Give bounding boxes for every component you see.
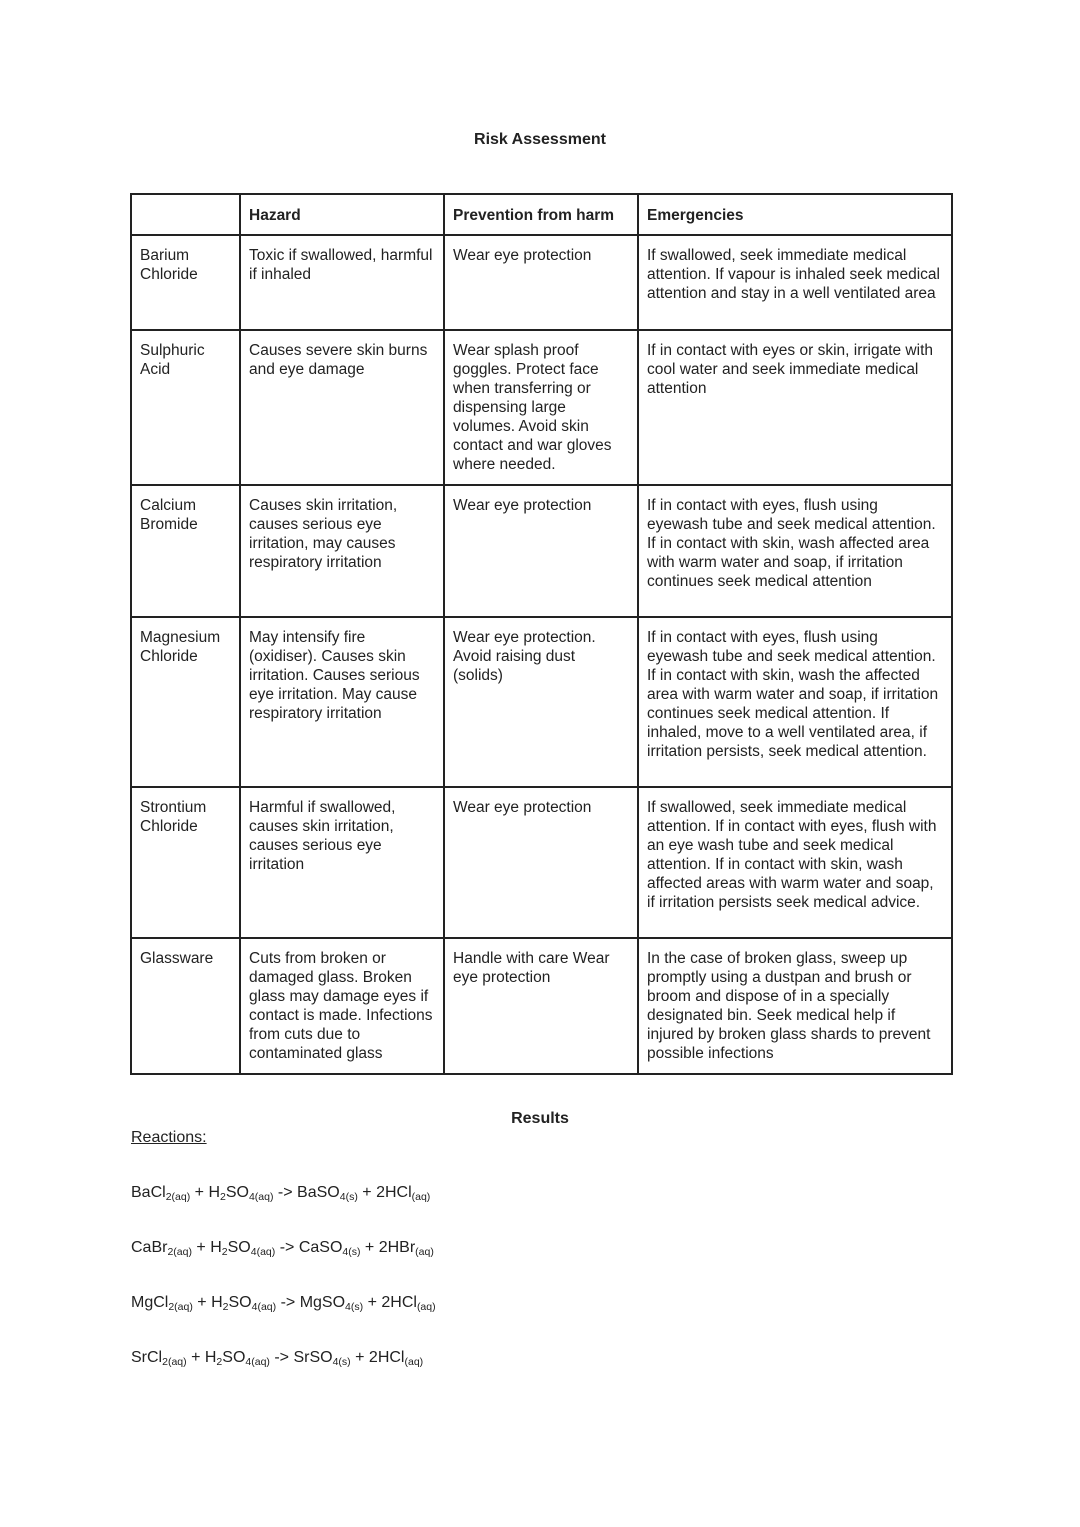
results-title: Results — [511, 1110, 569, 1127]
cell-prevention: Wear eye protection — [444, 787, 638, 938]
table-header-row — [131, 194, 952, 235]
cell-prevention: Wear eye protection — [444, 235, 638, 330]
reaction-equation: CaBr$_{2(aq)}$ + $H_2SO_{4(aq)}$ -> CaSO$_{4(s)}$ + 2HBr$_{(aq)}$ — [131, 1239, 434, 1258]
cell-substance: Glassware — [131, 938, 240, 1074]
cell-substance: Barium Chloride — [131, 235, 240, 330]
cell-prevention: Wear splash proof goggles. Protect face when transferring or dispensing large volumes. Avoid skin contact and war gloves where needed. — [444, 330, 638, 485]
reactions-label: Reactions: — [131, 1129, 207, 1146]
table-row — [131, 330, 952, 485]
cell-hazard: Cuts from broken or damaged glass. Broken glass may damage eyes if contact is made. Infections from cuts due to contaminated glass — [240, 938, 444, 1074]
cell-substance: Sulphuric Acid — [131, 330, 240, 485]
header-hazard: Hazard — [240, 194, 444, 235]
cell-emergencies: If in contact with eyes, flush using eyewash tube and seek medical attention. If in contact with skin, wash the affected area with warm water and soap, if irritation continues seek medical attention. If inhaled, move to a well ventilated area, if irritation persists, seek medical attention. — [638, 617, 952, 787]
cell-prevention: Wear eye protection. Avoid raising dust (solids) — [444, 617, 638, 787]
table-row — [131, 787, 952, 938]
cell-emergencies: If in contact with eyes, flush using eyewash tube and seek medical attention. If in contact with skin, wash affected area with warm water and soap, if irritation continues seek medical attention — [638, 485, 952, 617]
cell-hazard: Causes severe skin burns and eye damage — [240, 330, 444, 485]
reaction-equation: BaCl$_{2(aq)}$ + $H_2SO_{4(aq)}$ -> BaSO$_{4(s)}$ + 2HCl$_{(aq)}$ — [131, 1184, 431, 1203]
table-row — [131, 235, 952, 330]
cell-substance: Calcium Bromide — [131, 485, 240, 617]
cell-emergencies: In the case of broken glass, sweep up promptly using a dustpan and brush or broom and dispose of in a specially designated bin. Seek medical help if injured by broken glass shards to prevent possible infections — [638, 938, 952, 1074]
cell-prevention: Wear eye protection — [444, 485, 638, 617]
cell-emergencies: If swallowed, seek immediate medical attention. If vapour is inhaled seek medical attention and stay in a well ventilated area — [638, 235, 952, 330]
cell-substance: Strontium Chloride — [131, 787, 240, 938]
risk-assessment-table — [130, 193, 953, 1075]
cell-emergencies: If in contact with eyes or skin, irrigate with cool water and seek immediate medical attention — [638, 330, 952, 485]
cell-prevention: Handle with care Wear eye protection — [444, 938, 638, 1074]
header-substance — [131, 194, 240, 235]
cell-hazard: Causes skin irritation, causes serious eye irritation, may causes respiratory irritation — [240, 485, 444, 617]
header-emergencies: Emergencies — [638, 194, 952, 235]
cell-emergencies: If swallowed, seek immediate medical attention. If in contact with eyes, flush with an eye wash tube and seek medical attention. If in contact with skin, wash affected areas with warm water and soap, if irritation persists seek medical advice. — [638, 787, 952, 938]
reaction-equation: SrCl$_{2(aq)}$ + $H_2SO_{4(aq)}$ -> SrSO$_{4(s)}$ + 2HCl$_{(aq)}$ — [131, 1349, 424, 1368]
table-row — [131, 938, 952, 1074]
table-row — [131, 617, 952, 787]
table-row — [131, 485, 952, 617]
page-title: Risk Assessment — [474, 131, 606, 148]
cell-hazard: Toxic if swallowed, harmful if inhaled — [240, 235, 444, 330]
cell-substance: Magnesium Chloride — [131, 617, 240, 787]
cell-hazard: Harmful if swallowed, causes skin irritation, causes serious eye irritation — [240, 787, 444, 938]
header-prevention: Prevention from harm — [444, 194, 638, 235]
cell-hazard: May intensify fire (oxidiser). Causes skin irritation. Causes serious eye irritation. May cause respiratory irritation — [240, 617, 444, 787]
reaction-equation: MgCl$_{2(aq)}$ + $H_2SO_{4(aq)}$ -> MgSO$_{4(s)}$ + 2HCl$_{(aq)}$ — [131, 1294, 436, 1313]
